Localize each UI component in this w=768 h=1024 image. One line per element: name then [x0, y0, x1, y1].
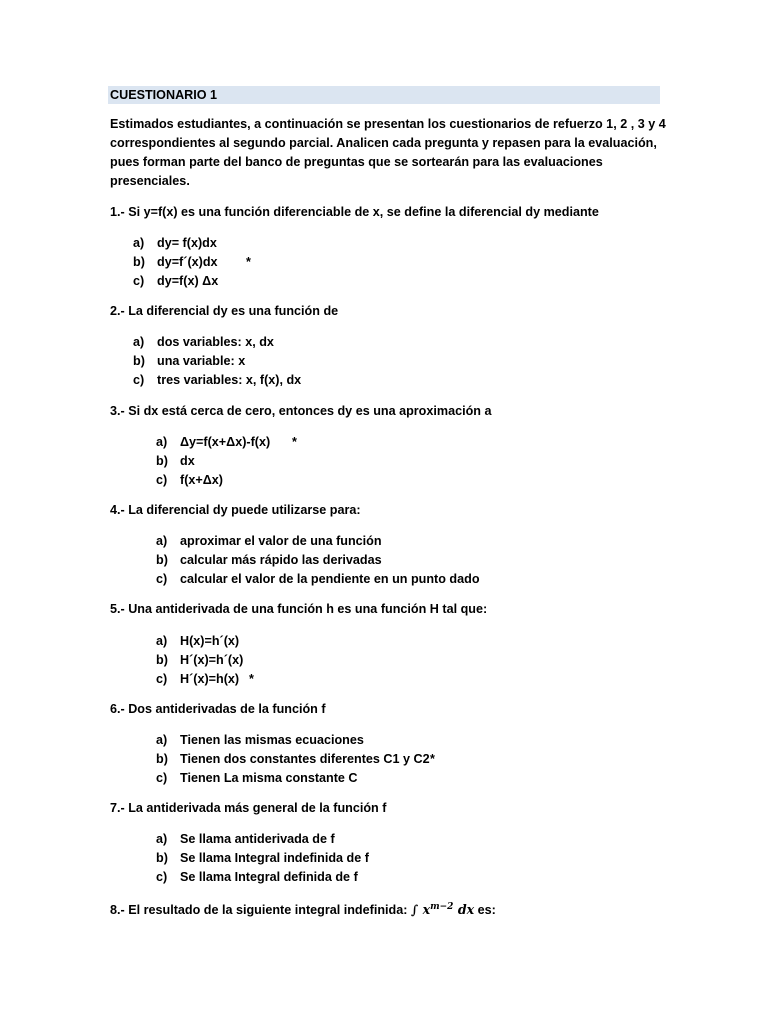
option-text: f(x+Δx)	[180, 473, 223, 487]
option-b	[156, 750, 435, 769]
option-a	[156, 731, 430, 750]
option-letter: c)	[156, 473, 168, 487]
option-letter: a)	[133, 335, 145, 349]
question-5-options	[156, 632, 254, 689]
question-2: 2.- La diferencial dy es una función de	[110, 304, 339, 318]
option-letter: b)	[156, 752, 168, 766]
differential: dx	[457, 902, 475, 917]
option-text: dos variables: x, dx	[157, 335, 274, 349]
option-a	[156, 433, 297, 452]
option-letter: a)	[156, 634, 168, 648]
option-b	[156, 651, 243, 670]
integrand-base: x	[422, 902, 431, 917]
question-1-options	[133, 234, 251, 291]
question-1: 1.- Si y=f(x) es una función diferenciable de x, se define la diferencial dy mediante	[110, 205, 599, 219]
question-8-text: 8.- El resultado de la siguiente integral indefinida:	[110, 903, 411, 917]
option-text: Δy=f(x+Δx)-f(x)	[180, 435, 271, 449]
option-a	[133, 234, 218, 253]
option-c	[133, 371, 301, 390]
option-letter: c)	[133, 373, 145, 387]
question-8-suffix: es:	[474, 903, 496, 917]
option-text: dy=f(x) Δx	[157, 274, 219, 288]
option-a	[156, 830, 369, 849]
option-a	[156, 632, 243, 651]
option-letter: b)	[156, 653, 168, 667]
option-b	[133, 253, 251, 272]
option-text: dy= f(x)dx	[157, 236, 217, 250]
option-text: aproximar el valor de una función	[180, 534, 382, 548]
option-text: H´(x)=h(x)	[180, 672, 240, 686]
intro-line: pues forman parte del banco de preguntas que se sortearán para las evaluaciones	[110, 155, 603, 169]
option-letter: c)	[156, 870, 168, 884]
option-text: Tienen dos constantes diferentes C1 y C2	[180, 752, 430, 766]
option-text: una variable: x	[157, 354, 246, 368]
option-text: calcular más rápido las derivadas	[180, 553, 382, 567]
option-letter: c)	[156, 572, 168, 586]
option-a	[156, 532, 480, 551]
question-4-options	[156, 532, 480, 589]
option-b	[156, 849, 369, 868]
option-c	[156, 769, 430, 788]
question-5: 5.- Una antiderivada de una función h es una función H tal que:	[110, 602, 488, 616]
option-text: Se llama Integral indefinida de f	[180, 851, 369, 865]
answer-marker: *	[292, 435, 297, 449]
question-7: 7.- La antiderivada más general de la función f	[110, 801, 387, 815]
integrand-exponent: m−2	[430, 901, 454, 912]
option-text: calcular el valor de la pendiente en un punto dado	[180, 572, 480, 586]
intro-line: presenciales.	[110, 174, 190, 188]
option-text: Tienen las mismas ecuaciones	[180, 733, 364, 747]
option-text: dx	[180, 454, 195, 468]
option-text: H(x)=h´(x)	[180, 634, 240, 648]
option-b	[156, 551, 480, 570]
option-c	[156, 670, 254, 689]
question-7-options	[156, 830, 369, 887]
option-letter: a)	[156, 832, 168, 846]
question-3: 3.- Si dx está cerca de cero, entonces dy es una aproximación a	[110, 404, 492, 418]
option-b	[133, 352, 301, 371]
question-3-options	[156, 433, 297, 490]
intro-line: correspondientes al segundo parcial. Analicen cada pregunta y repasen para la evaluación,	[110, 136, 657, 150]
option-text: Se llama antiderivada de f	[180, 832, 335, 846]
option-letter: b)	[133, 354, 145, 368]
answer-marker: *	[246, 255, 251, 269]
option-c	[133, 272, 218, 291]
option-letter: a)	[133, 236, 145, 250]
option-letter: a)	[156, 435, 168, 449]
option-letter: a)	[156, 733, 168, 747]
question-6: 6.- Dos antiderivadas de la función f	[110, 702, 326, 716]
option-c	[156, 471, 270, 490]
question-4: 4.- La diferencial dy puede utilizarse para:	[110, 503, 361, 517]
question-6-options	[156, 731, 435, 788]
answer-marker: *	[430, 752, 435, 766]
intro-paragraph	[110, 115, 666, 191]
option-b	[156, 452, 270, 471]
option-text: dy=f´(x)dx	[157, 255, 218, 269]
option-letter: c)	[156, 672, 168, 686]
question-2-options	[133, 333, 301, 390]
option-letter: c)	[156, 771, 168, 785]
answer-marker: *	[249, 672, 254, 686]
option-a	[133, 333, 301, 352]
intro-line: Estimados estudiantes, a continuación se presentan los cuestionarios de refuerzo 1, 2 , 3 y 4	[110, 117, 666, 131]
option-text: H´(x)=h´(x)	[180, 653, 244, 667]
option-c	[156, 868, 369, 887]
question-8	[110, 900, 496, 920]
option-text: tres variables: x, f(x), dx	[157, 373, 302, 387]
option-letter: b)	[156, 851, 168, 865]
title-bar	[108, 86, 660, 104]
integral-expression	[411, 902, 474, 917]
option-letter: a)	[156, 534, 168, 548]
option-letter: b)	[156, 553, 168, 567]
option-c	[156, 570, 480, 589]
option-letter: b)	[133, 255, 145, 269]
option-text: Tienen La misma constante C	[180, 771, 358, 785]
option-text: Se llama Integral definida de f	[180, 870, 358, 884]
integral-sign: ∫	[410, 902, 419, 917]
option-letter: c)	[133, 274, 145, 288]
option-letter: b)	[156, 454, 168, 468]
page-title: CUESTIONARIO 1	[110, 88, 218, 102]
